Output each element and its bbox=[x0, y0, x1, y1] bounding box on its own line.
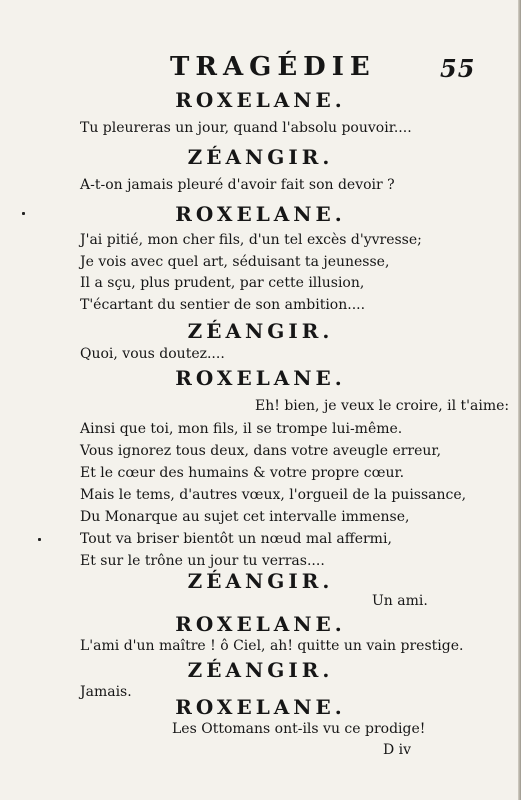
verse-line-18: Jamais. bbox=[80, 684, 132, 700]
speaker-zeangir-4: ZÉANGIR. bbox=[187, 658, 334, 682]
verse-line-14: Tout va briser bientôt un nœud mal affermi, bbox=[80, 531, 392, 547]
verse-line-13: Du Monarque au sujet cet intervalle immense, bbox=[80, 509, 410, 525]
speaker-zeangir-3: ZÉANGIR. bbox=[187, 569, 334, 593]
verse-line-6: T'écartant du sentier de son ambition.... bbox=[80, 297, 366, 313]
verse-line-1: Tu pleureras un jour, quand l'absolu pouvoir.... bbox=[80, 120, 412, 136]
verse-line-15: Et sur le trône un jour tu verras.... bbox=[80, 553, 325, 569]
margin-mark bbox=[38, 538, 41, 541]
verse-line-2: A-t-on jamais pleuré d'avoir fait son devoir ? bbox=[80, 177, 395, 193]
verse-line-7: Quoi, vous doutez.... bbox=[80, 346, 225, 362]
verse-line-3: J'ai pitié, mon cher fils, d'un tel excès d'yvresse; bbox=[80, 232, 422, 248]
running-title: TRAGÉDIE bbox=[170, 52, 376, 82]
verse-line-16: Un ami. bbox=[372, 593, 428, 609]
speaker-roxelane-2: ROXELANE. bbox=[175, 202, 346, 226]
verse-line-4: Je vois avec quel art, séduisant ta jeunesse, bbox=[80, 254, 390, 270]
verse-line-17: L'ami d'un maître ! ô Ciel, ah! quitte un vain prestige. bbox=[80, 638, 464, 654]
speaker-roxelane-4: ROXELANE. bbox=[175, 612, 346, 636]
verse-line-8: Eh! bien, je veux le croire, il t'aime: bbox=[255, 398, 510, 414]
verse-line-19: Les Ottomans ont-ils vu ce prodige! bbox=[172, 721, 426, 737]
speaker-roxelane-3: ROXELANE. bbox=[175, 366, 346, 390]
verse-line-9: Ainsi que toi, mon fils, il se trompe lui-même. bbox=[80, 421, 403, 437]
verse-line-12: Mais le tems, d'autres vœux, l'orgueil de la puissance, bbox=[80, 487, 467, 503]
verse-line-11: Et le cœur des humains & votre propre cœur. bbox=[80, 465, 405, 481]
speaker-roxelane-1: ROXELANE. bbox=[175, 88, 346, 112]
speaker-roxelane-5: ROXELANE. bbox=[175, 695, 346, 719]
signature-mark: D iv bbox=[383, 742, 412, 758]
speaker-zeangir-2: ZÉANGIR. bbox=[187, 319, 334, 343]
speaker-zeangir-1: ZÉANGIR. bbox=[187, 145, 334, 169]
verse-line-5: Il a sçu, plus prudent, par cette illusion, bbox=[80, 275, 365, 291]
verse-line-10: Vous ignorez tous deux, dans votre aveugle erreur, bbox=[80, 443, 442, 459]
page-number: 55 bbox=[440, 54, 476, 83]
